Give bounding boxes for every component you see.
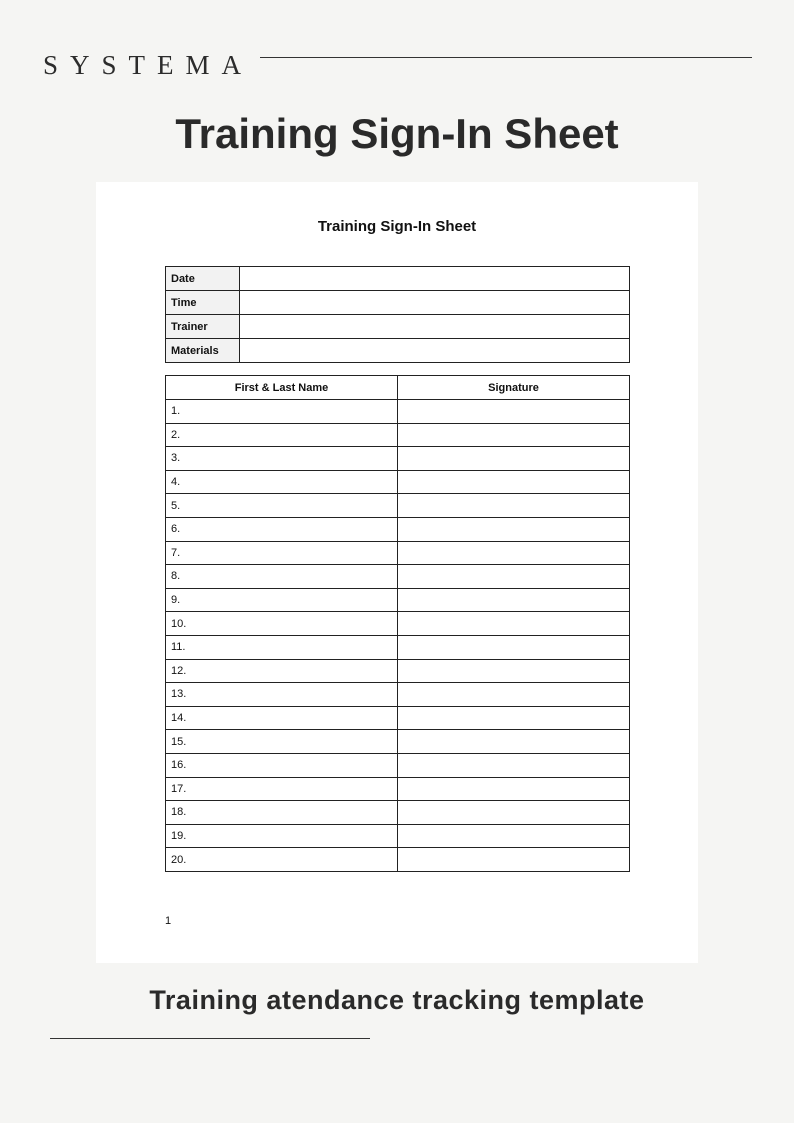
column-header-signature: Signature <box>398 376 630 400</box>
name-cell[interactable]: 17. <box>166 777 398 801</box>
info-row-date <box>166 267 630 291</box>
table-row <box>166 447 630 471</box>
table-row <box>166 588 630 612</box>
attendance-table <box>165 375 630 872</box>
name-cell[interactable]: 15. <box>166 730 398 754</box>
signature-cell[interactable] <box>398 447 630 471</box>
session-info-table <box>165 266 630 363</box>
signature-cell[interactable] <box>398 400 630 424</box>
info-row-trainer <box>166 315 630 339</box>
table-row <box>166 659 630 683</box>
signature-cell[interactable] <box>398 470 630 494</box>
signature-cell[interactable] <box>398 423 630 447</box>
name-cell[interactable]: 14. <box>166 706 398 730</box>
table-row <box>166 423 630 447</box>
name-cell[interactable]: 16. <box>166 753 398 777</box>
signature-cell[interactable] <box>398 753 630 777</box>
name-cell[interactable]: 6. <box>166 517 398 541</box>
column-header-name: First & Last Name <box>166 376 398 400</box>
signature-cell[interactable] <box>398 541 630 565</box>
signature-cell[interactable] <box>398 612 630 636</box>
signature-cell[interactable] <box>398 777 630 801</box>
name-cell[interactable]: 13. <box>166 683 398 707</box>
name-cell[interactable]: 2. <box>166 423 398 447</box>
signature-cell[interactable] <box>398 848 630 872</box>
signature-cell[interactable] <box>398 706 630 730</box>
signature-cell[interactable] <box>398 588 630 612</box>
table-row <box>166 848 630 872</box>
bottom-divider <box>50 1038 370 1039</box>
top-divider <box>260 57 752 58</box>
table-row <box>166 801 630 825</box>
page-number: 1 <box>165 915 172 927</box>
table-row <box>166 494 630 518</box>
signature-cell[interactable] <box>398 824 630 848</box>
attendance-header-row <box>166 376 630 400</box>
table-row <box>166 824 630 848</box>
name-cell[interactable]: 4. <box>166 470 398 494</box>
page-title: Training Sign-In Sheet <box>175 110 619 157</box>
info-label: Date <box>166 267 240 291</box>
table-row <box>166 400 630 424</box>
signature-cell[interactable] <box>398 494 630 518</box>
info-label: Materials <box>166 339 240 363</box>
info-row-time <box>166 291 630 315</box>
table-row <box>166 753 630 777</box>
name-cell[interactable]: 8. <box>166 565 398 589</box>
signature-cell[interactable] <box>398 801 630 825</box>
table-row <box>166 470 630 494</box>
signature-cell[interactable] <box>398 659 630 683</box>
info-label: Time <box>166 291 240 315</box>
table-row <box>166 541 630 565</box>
name-cell[interactable]: 10. <box>166 612 398 636</box>
info-value-field[interactable] <box>240 315 630 339</box>
name-cell[interactable]: 12. <box>166 659 398 683</box>
info-value-field[interactable] <box>240 339 630 363</box>
table-row <box>166 777 630 801</box>
footer-caption: Training atendance tracking template <box>149 985 645 1015</box>
name-cell[interactable]: 7. <box>166 541 398 565</box>
brand-logo: SYSTEMA <box>43 50 254 80</box>
name-cell[interactable]: 20. <box>166 848 398 872</box>
table-row <box>166 517 630 541</box>
table-row <box>166 683 630 707</box>
table-row <box>166 730 630 754</box>
name-cell[interactable]: 5. <box>166 494 398 518</box>
signature-cell[interactable] <box>398 565 630 589</box>
signature-cell[interactable] <box>398 517 630 541</box>
name-cell[interactable]: 3. <box>166 447 398 471</box>
name-cell[interactable]: 18. <box>166 801 398 825</box>
info-row-materials <box>166 339 630 363</box>
signature-cell[interactable] <box>398 730 630 754</box>
table-row <box>166 706 630 730</box>
signature-cell[interactable] <box>398 635 630 659</box>
info-value-field[interactable] <box>240 291 630 315</box>
table-row <box>166 612 630 636</box>
name-cell[interactable]: 11. <box>166 635 398 659</box>
sheet-title: Training Sign-In Sheet <box>317 218 477 235</box>
name-cell[interactable]: 9. <box>166 588 398 612</box>
table-row <box>166 565 630 589</box>
table-row <box>166 635 630 659</box>
sheet-preview <box>96 182 698 963</box>
name-cell[interactable]: 1. <box>166 400 398 424</box>
info-value-field[interactable] <box>240 267 630 291</box>
name-cell[interactable]: 19. <box>166 824 398 848</box>
info-label: Trainer <box>166 315 240 339</box>
signature-cell[interactable] <box>398 683 630 707</box>
